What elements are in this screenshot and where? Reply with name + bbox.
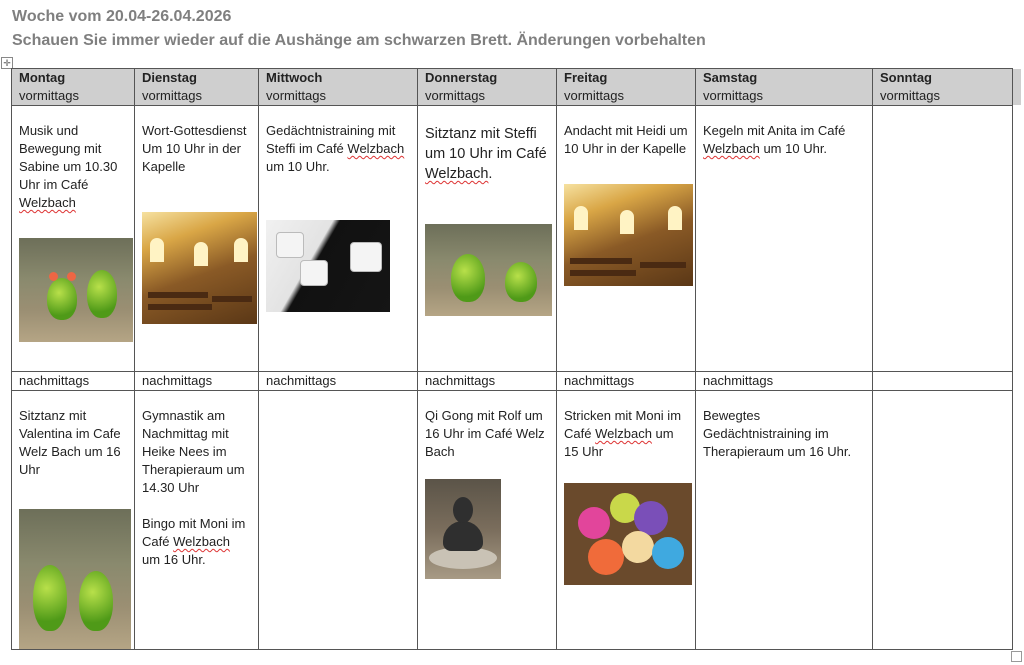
- notice-text: Schauen Sie immer wieder auf die Aushänge am schwarzen Brett. Änderungen vorbehalten: [12, 32, 706, 49]
- event-text: Gymnastik am Nachmittag mit Heike Nees im Therapieraum um 14.30 Uhr Bingo mit Moni im Café Welzbach um 16 Uhr.: [142, 408, 246, 567]
- resize-handle-icon[interactable]: [1011, 651, 1022, 662]
- day-name: Samstag: [703, 70, 758, 85]
- afternoon-cell-sonntag[interactable]: [873, 391, 1013, 650]
- afternoon-cell-donnerstag[interactable]: [418, 391, 557, 650]
- afternoon-label-sonntag[interactable]: [873, 372, 1013, 391]
- afternoon-label-freitag[interactable]: nachmittags: [557, 372, 696, 391]
- morning-cell-montag[interactable]: [12, 106, 135, 372]
- morning-cell-samstag[interactable]: [696, 106, 873, 372]
- header-cell-montag[interactable]: [12, 69, 135, 106]
- event-text: Andacht mit Heidi um 10 Uhr in der Kapelle: [564, 123, 688, 156]
- day-name: Donnerstag: [425, 70, 498, 85]
- weekly-schedule-table: [11, 68, 1013, 650]
- period-label: vormittags: [703, 88, 763, 103]
- period-label: vormittags: [425, 88, 485, 103]
- frogs-yoga-image: [19, 509, 131, 649]
- afternoon-row: [12, 391, 1013, 650]
- move-handle-icon[interactable]: ✛: [1, 57, 13, 69]
- afternoon-cell-dienstag[interactable]: [135, 391, 259, 650]
- afternoon-label-samstag[interactable]: nachmittags: [696, 372, 873, 391]
- event-text: Gedächtnistraining mit Steffi im Café Welzbach um 10 Uhr.: [266, 123, 405, 174]
- puzzle-image: [266, 220, 390, 312]
- yarn-basket-image: [564, 483, 692, 585]
- afternoon-label-row: [12, 372, 1013, 391]
- morning-cell-sonntag[interactable]: [873, 106, 1013, 372]
- period-label: vormittags: [142, 88, 202, 103]
- event-text: Qi Gong mit Rolf um 16 Uhr im Café Welz Bach: [425, 408, 545, 459]
- frogs-yoga-image: [19, 238, 133, 342]
- chapel-image: [142, 212, 257, 324]
- header-cell-dienstag[interactable]: [135, 69, 259, 106]
- week-title: Woche vom 20.04-26.04.2026: [12, 8, 232, 25]
- day-name: Sonntag: [880, 70, 932, 85]
- header-cell-mittwoch[interactable]: [259, 69, 418, 106]
- event-text: Musik und Bewegung mit Sabine um 10.30 Uhr im Café Welzbach: [19, 123, 118, 210]
- day-name: Freitag: [564, 70, 608, 85]
- event-text: Kegeln mit Anita im Café Welzbach um 10 Uhr.: [703, 123, 846, 156]
- afternoon-label-montag[interactable]: nachmittags: [12, 372, 135, 391]
- header-cell-sonntag[interactable]: [873, 69, 1013, 106]
- buddha-statue-image: [425, 479, 501, 579]
- header-cell-samstag[interactable]: [696, 69, 873, 106]
- event-text: Sitztanz mit Valentina im Cafe Welz Bach um 16 Uhr: [19, 408, 121, 477]
- afternoon-label-mittwoch[interactable]: nachmittags: [259, 372, 418, 391]
- event-text: Wort-Gottesdienst Um 10 Uhr in der Kapelle: [142, 123, 247, 174]
- morning-cell-mittwoch[interactable]: [259, 106, 418, 372]
- afternoon-cell-samstag[interactable]: [696, 391, 873, 650]
- day-name: Montag: [19, 70, 66, 85]
- afternoon-label-dienstag[interactable]: nachmittags: [135, 372, 259, 391]
- period-label: vormittags: [880, 88, 940, 103]
- event-text: Bewegtes Gedächtnistraining im Therapieraum um 16 Uhr.: [703, 408, 852, 459]
- event-text: Stricken mit Moni im Café Welzbach um 15 Uhr: [564, 408, 682, 459]
- morning-cell-freitag[interactable]: [557, 106, 696, 372]
- header-cell-donnerstag[interactable]: [418, 69, 557, 106]
- period-label: vormittags: [19, 88, 79, 103]
- day-name: Mittwoch: [266, 70, 323, 85]
- morning-row: [12, 106, 1013, 372]
- afternoon-cell-montag[interactable]: [12, 391, 135, 650]
- chapel-image: [564, 184, 693, 286]
- frogs-meditating-image: [425, 224, 552, 316]
- event-text: Sitztanz mit Steffi um 10 Uhr im Café Welzbach.: [425, 126, 547, 182]
- afternoon-cell-freitag[interactable]: [557, 391, 696, 650]
- period-label: vormittags: [564, 88, 624, 103]
- day-name: Dienstag: [142, 70, 197, 85]
- morning-cell-donnerstag[interactable]: [418, 106, 557, 372]
- header-cell-freitag[interactable]: [557, 69, 696, 106]
- period-label: vormittags: [266, 88, 326, 103]
- header-row-overflow: [1012, 69, 1021, 105]
- afternoon-cell-mittwoch[interactable]: [259, 391, 418, 650]
- morning-cell-dienstag[interactable]: [135, 106, 259, 372]
- afternoon-label-donnerstag[interactable]: nachmittags: [418, 372, 557, 391]
- header-row: [12, 69, 1013, 106]
